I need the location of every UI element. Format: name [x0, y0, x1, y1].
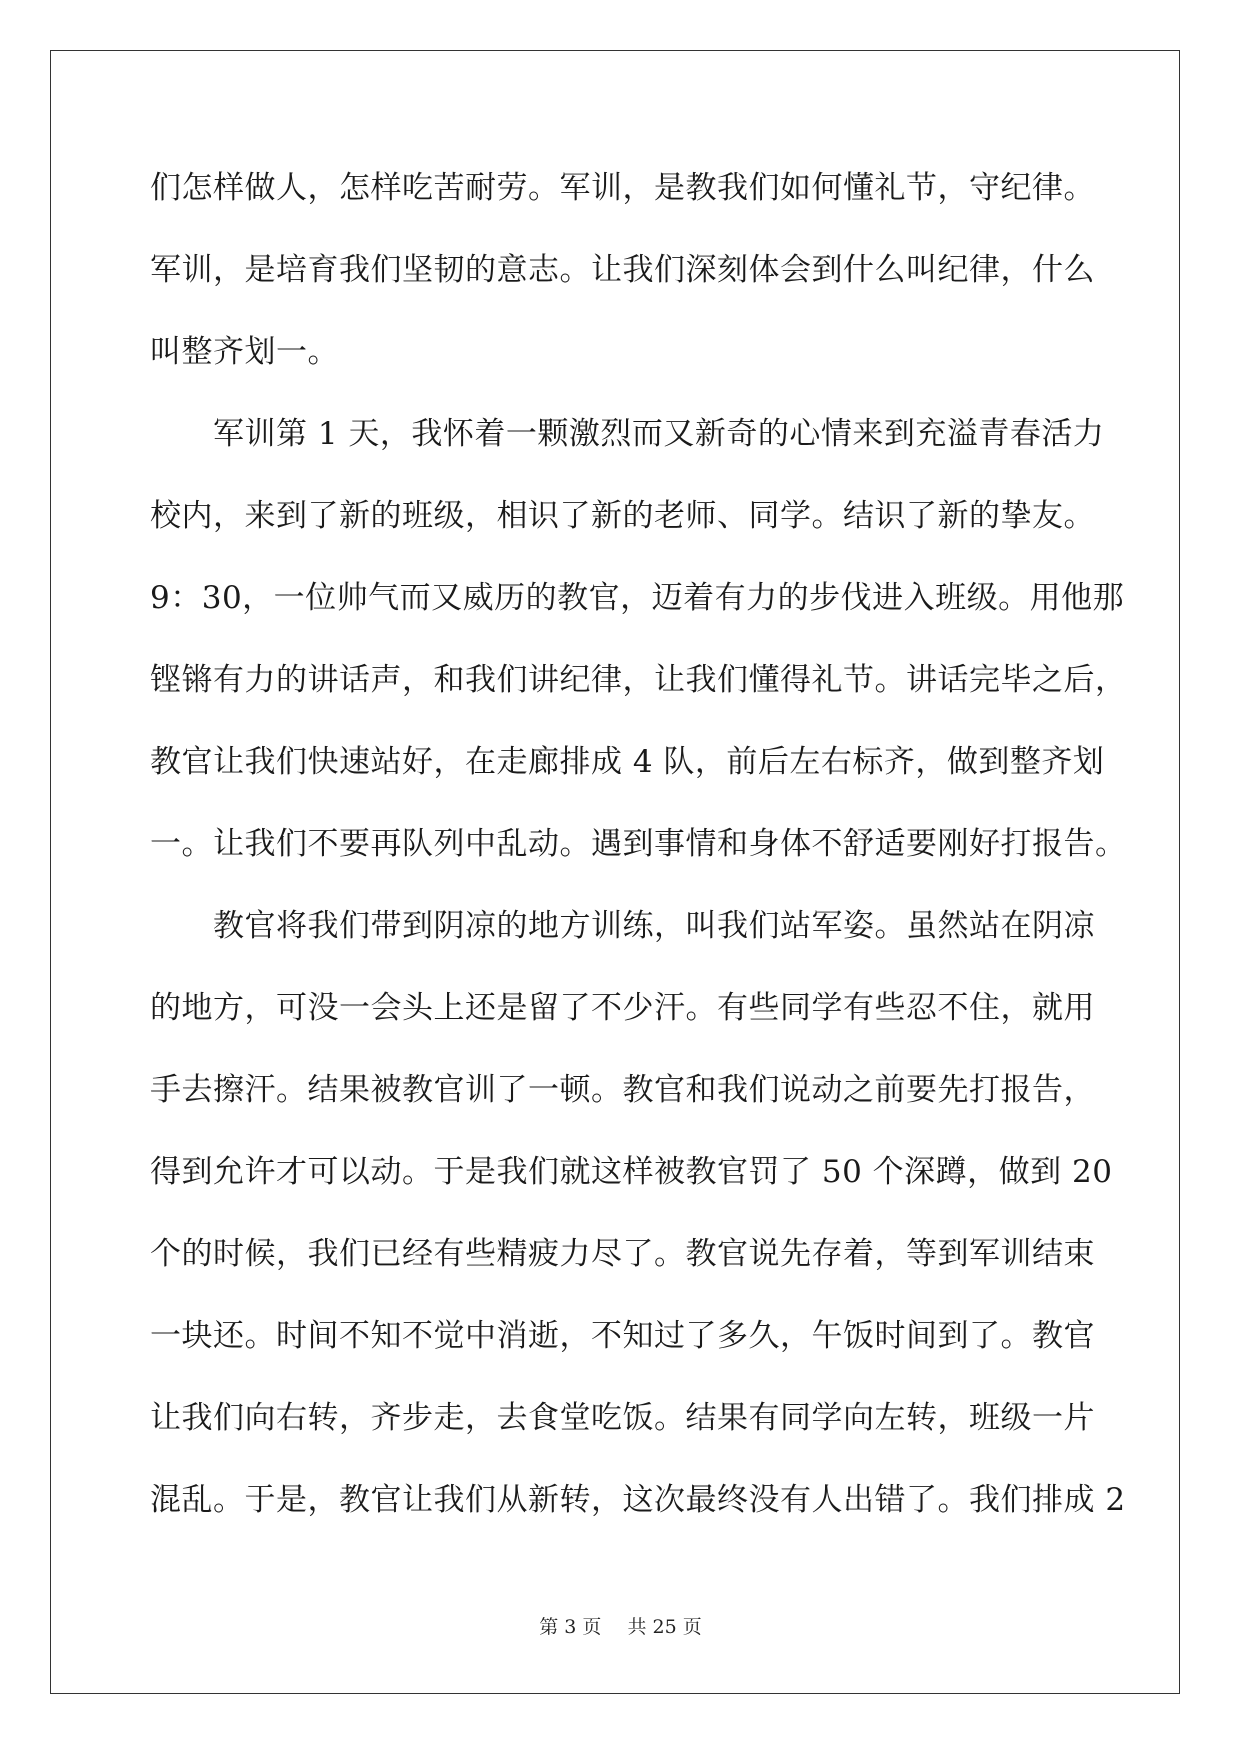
- text-line: 军训，是培育我们坚韧的意志。让我们深刻体会到什么叫纪律，什么: [150, 252, 1095, 288]
- text-line: 手去擦汗。结果被教官训了一顿。教官和我们说动之前要先打报告，: [150, 1072, 1095, 1108]
- text-line: 教官将我们带到阴凉的地方训练，叫我们站军姿。虽然站在阴凉: [150, 908, 1095, 944]
- text-line: 个的时候，我们已经有些精疲力尽了。教官说先存着，等到军训结束: [150, 1236, 1095, 1272]
- document-body: [150, 147, 1127, 1541]
- text-line: 校内，来到了新的班级，相识了新的老师、同学。结识了新的挚友。: [150, 498, 1095, 534]
- text-line: 们怎样做人，怎样吃苦耐劳。军训，是教我们如何懂礼节，守纪律。: [150, 170, 1095, 206]
- text-line: 得到允许才可以动。于是我们就这样被教官罚了 50 个深蹲，做到 20: [150, 1154, 1113, 1190]
- text-line: 一块还。时间不知不觉中消逝，不知过了多久，午饭时间到了。教官: [150, 1318, 1095, 1354]
- text-line: 铿锵有力的讲话声，和我们讲纪律，让我们懂得礼节。讲话完毕之后，: [150, 662, 1127, 698]
- text-line: 军训第 1 天，我怀着一颗激烈而又新奇的心情来到充溢青春活力: [150, 416, 1105, 452]
- text-line: 的地方，可没一会头上还是留了不少汗。有些同学有些忍不住，就用: [150, 990, 1095, 1026]
- text-line: 叫整齐划一。: [150, 334, 339, 370]
- text-line: 教官让我们快速站好，在走廊排成 4 队，前后左右标齐，做到整齐划: [150, 744, 1105, 780]
- text-line: 9：30，一位帅气而又威历的教官，迈着有力的步伐进入班级。用他那: [150, 580, 1125, 616]
- page-footer: [0, 1612, 1241, 1639]
- text-line: 一。让我们不要再队列中乱动。遇到事情和身体不舒适要刚好打报告。: [150, 826, 1127, 862]
- page-number: 第 3 页: [539, 1616, 602, 1638]
- text-line: 让我们向右转，齐步走，去食堂吃饭。结果有同学向左转，班级一片: [150, 1400, 1095, 1436]
- page-total: 共 25 页: [627, 1616, 702, 1638]
- text-line: 混乱。于是，教官让我们从新转，这次最终没有人出错了。我们排成 2: [150, 1482, 1126, 1518]
